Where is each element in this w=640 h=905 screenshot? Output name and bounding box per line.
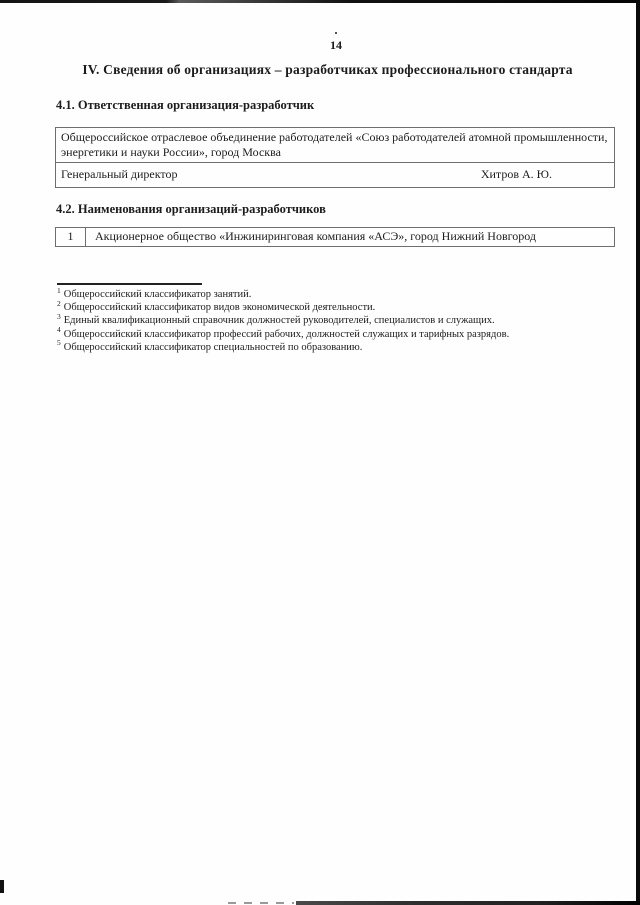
footnotes-block	[57, 285, 612, 354]
footnote-4	[57, 325, 612, 341]
footnote-3-marker: 3	[57, 311, 61, 321]
footnote-2-marker: 2	[57, 298, 61, 308]
footnote-3-text: Единый квалификационный справочник должностей руководителей, специалистов и служащих.	[63, 315, 495, 327]
footnote-3	[57, 311, 612, 327]
section-4-1-title: 4.1. Ответственная организация-разработчик	[56, 98, 315, 112]
footnote-2-text: Общероссийский классификатор видов экономической деятельности.	[63, 302, 376, 314]
footnote-1	[57, 285, 612, 301]
table-row-signatory	[56, 163, 614, 187]
table-row-index: 1	[56, 228, 86, 246]
footnote-4-text: Общероссийский классификатор профессий рабочих, должностей служащих и тарифных разрядов.	[63, 328, 510, 340]
table-row-organization	[56, 128, 614, 163]
scan-artifact-top-bar	[0, 0, 640, 3]
footnote-5	[57, 338, 612, 354]
section-4-2-title: 4.2. Наименования организаций-разработчиков	[56, 202, 326, 216]
footnote-5-text: Общероссийский классификатор специальностей по образованию.	[63, 341, 363, 353]
scan-artifact-bottom-dashes	[228, 902, 294, 904]
scan-artifact-left-mark	[0, 880, 4, 893]
signatory-role: Генеральный директор	[61, 167, 178, 181]
scan-artifact-bottom-bar	[296, 901, 640, 905]
footnote-2	[57, 298, 612, 314]
responsible-organization-name: Общероссийское отраслевое объединение работодателей «Союз работодателей атомной промышленности, энергетики и науки России», город Москва	[61, 130, 608, 159]
section-iv-heading: IV. Сведения об организациях – разработчиках профессионального стандарта	[82, 62, 573, 77]
developer-organizations-table	[55, 227, 615, 247]
signatory-name: Хитров А. Ю.	[480, 167, 552, 181]
footnote-separator-line	[57, 283, 202, 285]
footnote-4-marker: 4	[57, 325, 61, 335]
scan-artifact-right-bar	[636, 0, 640, 905]
responsible-organization-table	[55, 127, 615, 188]
developer-organization-name: Акционерное общество «Инжиниринговая компания «АСЭ», город Нижний Новгород	[95, 229, 537, 243]
page-number: 14	[330, 38, 342, 52]
footnote-1-marker: 1	[57, 285, 61, 295]
footnote-5-marker: 5	[57, 338, 61, 348]
scan-artifact-dot	[335, 32, 337, 34]
footnote-1-text: Общероссийский классификатор занятий.	[63, 289, 252, 300]
